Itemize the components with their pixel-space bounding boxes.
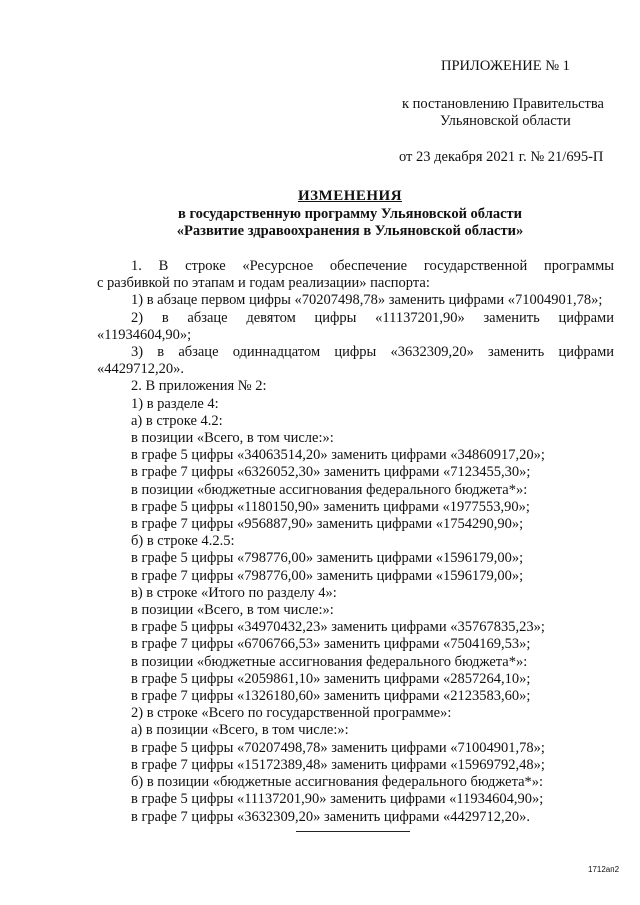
paragraph-line: в графе 7 цифры «6326052,30» заменить цифрами «7123455,30»;	[131, 464, 531, 481]
paragraph-line: в позиции «бюджетные ассигнования федерального бюджета*»:	[131, 653, 528, 670]
closing-rule	[296, 831, 410, 832]
region-name: Ульяновской области	[440, 113, 571, 129]
paragraph-line: в графе 7 цифры «15172389,48» заменить цифрами «15969792,48»;	[131, 756, 545, 773]
paragraph-line: в графе 5 цифры «34970432,23» заменить цифрами «35767835,23»;	[131, 619, 545, 636]
paragraph-line: 3) в абзаце одиннадцатом цифры «3632309,20» заменить цифрами	[131, 344, 614, 361]
paragraph-line: в графе 7 цифры «3632309,20» заменить цифрами «4429712,20».	[131, 808, 530, 825]
paragraph-line: 1. В строке «Ресурсное обеспечение государственной программы	[131, 258, 614, 274]
paragraph-line: 1) в разделе 4:	[131, 395, 219, 412]
paragraph-line: в графе 5 цифры «798776,00» заменить цифрами «1596179,00»;	[131, 550, 524, 567]
paragraph-line: в графе 5 цифры «34063514,20» заменить цифрами «34860917,20»;	[131, 447, 545, 464]
paragraph-line: в графе 5 цифры «1180150,90» заменить цифрами «1977553,90»;	[131, 498, 530, 515]
title-heading: ИЗМЕНЕНИЯ	[297, 188, 403, 204]
document-code: 1712ап2	[588, 865, 620, 874]
paragraph-line: в графе 7 цифры «798776,00» заменить цифрами «1596179,00»;	[131, 567, 524, 584]
paragraph-line: а) в позиции «Всего, в том числе:»:	[131, 722, 349, 739]
paragraph-line: в графе 7 цифры «956887,90» заменить цифрами «1754290,90»;	[131, 516, 524, 533]
appendix-label: ПРИЛОЖЕНИЕ № 1	[441, 58, 570, 74]
paragraph-line: б) в позиции «бюджетные ассигнования федерального бюджета*»:	[131, 774, 544, 791]
paragraph-line: б) в строке 4.2.5:	[131, 533, 235, 550]
paragraph-line: в графе 7 цифры «6706766,53» заменить цифрами «7504169,53»;	[131, 636, 531, 653]
document-title	[90, 187, 610, 240]
paragraph-line: 2) в абзаце девятом цифры «11137201,90» заменить цифрами	[131, 309, 614, 326]
paragraph-line: 2) в строке «Всего по государственной программе»:	[131, 705, 452, 722]
resolution-reference: к постановлению Правительства	[402, 96, 604, 112]
document-body	[97, 258, 614, 826]
resolution-date: от 23 декабря 2021 г. № 21/695-П	[399, 149, 604, 165]
title-line-program: в государственную программу Ульяновской области	[177, 206, 522, 222]
paragraph-line: с разбивкой по этапам и годам реализации» паспорта:	[97, 275, 430, 292]
paragraph-line: в графе 5 цифры «70207498,78» заменить цифрами «71004901,78»;	[131, 739, 545, 756]
paragraph-line: в графе 7 цифры «1326180,60» заменить цифрами «2123583,60»;	[131, 688, 531, 705]
paragraph-line: в) в строке «Итого по разделу 4»:	[131, 584, 337, 601]
paragraph-line: в графе 5 цифры «2059861,10» заменить цифрами «2857264,10»;	[131, 670, 531, 687]
title-line-name: «Развитие здравоохранения в Ульяновской области»	[176, 223, 524, 239]
paragraph-line: 2. В приложения № 2:	[131, 378, 267, 395]
paragraph-line: в позиции «Всего, в том числе:»:	[131, 602, 334, 619]
paragraph-line: а) в строке 4.2:	[131, 412, 223, 429]
paragraph-line: 1) в абзаце первом цифры «70207498,78» заменить цифрами «71004901,78»;	[131, 292, 603, 309]
paragraph-line: в позиции «Всего, в том числе:»:	[131, 430, 334, 447]
paragraph-line: в графе 5 цифры «11137201,90» заменить цифрами «11934604,90»;	[131, 791, 544, 808]
paragraph-line: «4429712,20».	[97, 361, 184, 378]
paragraph-line: «11934604,90»;	[97, 326, 192, 343]
paragraph-line: в позиции «бюджетные ассигнования федерального бюджета*»:	[131, 481, 528, 498]
